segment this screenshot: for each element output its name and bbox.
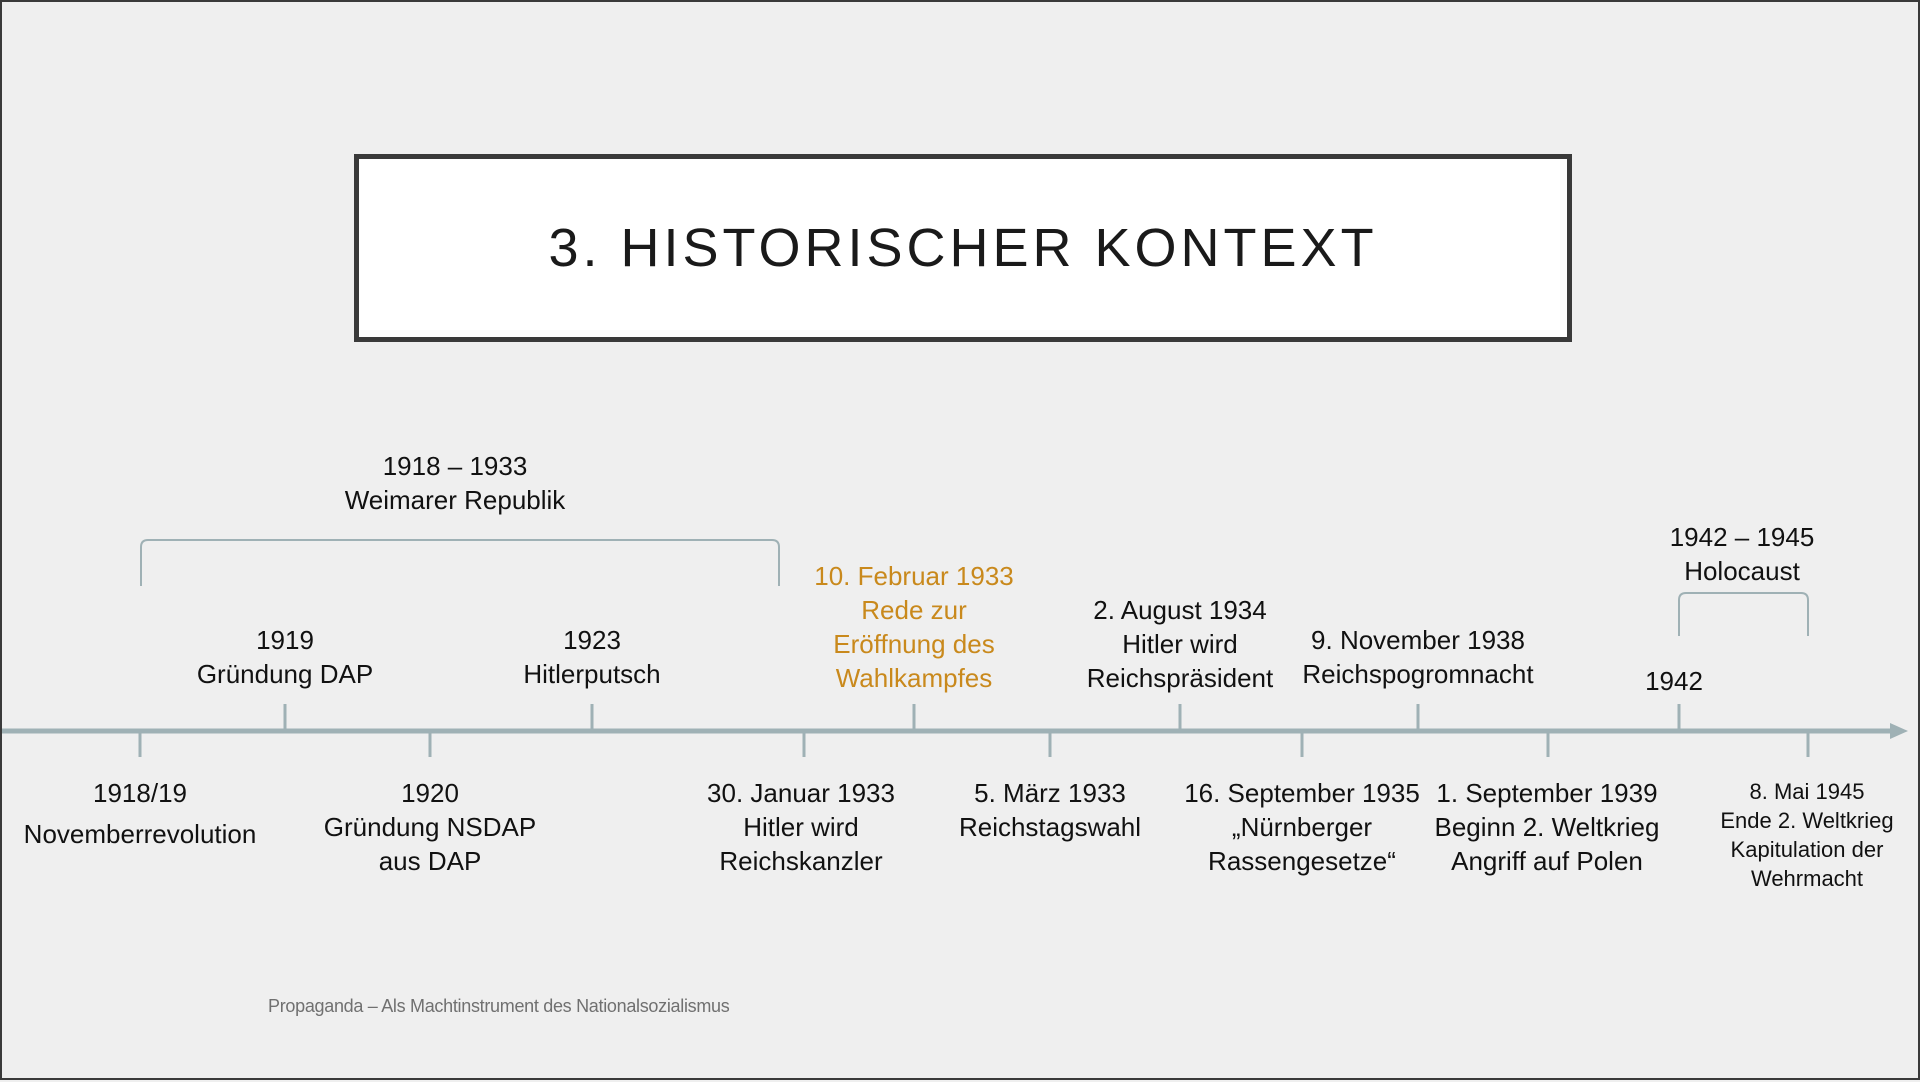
event-kanzler-text-1: Hitler wird [743,812,859,842]
event-kapitulation-text-2: Kapitulation der [1730,837,1884,862]
event-putsch [523,623,660,691]
timeline-arrowhead [1890,723,1908,739]
bracket-weimar [141,540,779,586]
event-kapitulation-text-3: Wehrmacht [1750,866,1864,891]
period-weimar-label: Weimarer Republik [344,485,566,515]
event-nsdap-text-1: Gründung NSDAP [323,812,537,842]
period-holocaust-dates: 1942 – 1945 [1669,522,1815,552]
event-krieg [1435,776,1660,878]
event-putsch-text: Hitlerputsch [523,659,661,689]
event-krieg-text-1: Beginn 2. Weltkrieg [1434,812,1660,842]
event-kapitulation-text-1: Ende 2. Weltkrieg [1720,808,1894,833]
event-nuernberg [1184,776,1420,878]
bracket-holocaust [1679,593,1808,636]
event-revolution-date: 1918/19 [93,778,187,808]
event-wahl [959,776,1141,844]
event-revolution [24,776,257,851]
event-praesident-text-1: Hitler wird [1122,629,1238,659]
event-pogrom-date: 9. November 1938 [1311,625,1525,655]
event-wahl-text: Reichstagswahl [958,812,1142,842]
event-nuernberg-text-2: Rassengesetze“ [1208,846,1396,876]
event-kanzler [707,776,895,878]
slide-title: 3. HISTORISCHER KONTEXT [548,218,1378,278]
timeline-graphic [2,2,1920,1082]
event-dap [197,623,373,691]
event-dap-date: 1919 [256,625,314,655]
event-kapitulation [1720,777,1893,893]
event-revolution-text: Novemberrevolution [23,819,257,849]
period-holocaust [1670,520,1815,588]
event-nsdap-text-2: aus DAP [378,846,482,876]
event-pogrom [1302,623,1533,691]
event-kanzler-date: 30. Januar 1933 [707,778,895,808]
event-1942 [1645,664,1703,698]
event-wahlkampf-text-3: Wahlkampfes [835,663,993,693]
event-dap-text: Gründung DAP [196,659,374,689]
event-krieg-date: 1. September 1939 [1436,778,1658,808]
event-putsch-date: 1923 [563,625,621,655]
period-weimar-dates: 1918 – 1933 [382,451,528,481]
event-kanzler-text-2: Reichskanzler [719,846,883,876]
event-praesident-date: 2. August 1934 [1093,595,1267,625]
event-wahlkampf-date: 10. Februar 1933 [814,561,1014,591]
event-wahlkampf-text-2: Eröffnung des [833,629,995,659]
event-nuernberg-date: 16. September 1935 [1184,778,1420,808]
event-praesident-text-2: Reichspräsident [1086,663,1274,693]
event-praesident [1087,593,1273,695]
slide-footer: Propaganda – Als Machtinstrument des Nationalsozialismus [268,996,730,1016]
event-kapitulation-date: 8. Mai 1945 [1749,779,1865,804]
event-1942-date: 1942 [1645,666,1703,696]
event-pogrom-text: Reichspogromnacht [1302,659,1534,689]
event-krieg-text-2: Angriff auf Polen [1451,846,1643,876]
event-wahlkampf-text-1: Rede zur [861,595,967,625]
event-nsdap-date: 1920 [401,778,459,808]
event-nuernberg-text-1: „Nürnberger [1231,812,1373,842]
event-nsdap [324,776,536,878]
event-wahlkampf [814,559,1013,695]
period-holocaust-label: Holocaust [1684,556,1800,586]
event-wahl-date: 5. März 1933 [974,778,1126,808]
period-weimar [345,449,566,517]
